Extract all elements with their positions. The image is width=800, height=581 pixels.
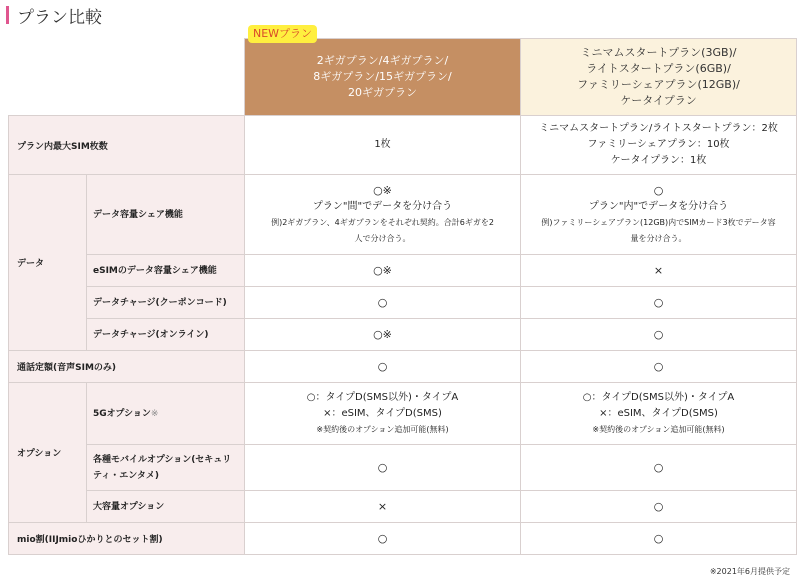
label-text: 5Gオプション [93, 408, 151, 419]
new-plan-value [245, 383, 521, 445]
row-label-mio: mio割(IIJmioひかりとのセット割) [9, 523, 245, 555]
old-plan-value: ○ [521, 445, 797, 491]
old-plan-value [521, 116, 797, 175]
label-line: 各種モバイルオプション(セキュリ [93, 454, 232, 465]
value-line: ×：eSIM、タイプD(SMS) [599, 407, 718, 419]
title-accent-bar [6, 6, 9, 24]
table-row [9, 319, 797, 351]
label-line: ティ・エンタメ) [93, 470, 160, 481]
value-line: ミニマムスタートプラン/ライトスタートプラン：2枚 [539, 123, 778, 134]
value-note: 例)2ギガプラン、4ギガプランをそれぞれ契約。合計6ギガを2 [271, 217, 494, 227]
row-label-mobile [87, 445, 245, 491]
old-plan-name: ミニマムスタートプラン(3GB)/ [580, 46, 737, 59]
new-plan-value: × [245, 491, 521, 523]
row-label-large: 大容量オプション [87, 491, 245, 523]
old-plan-value: ○ [521, 491, 797, 523]
value-line: ×：eSIM、タイプD(SMS) [323, 407, 442, 419]
old-plan-value [521, 175, 797, 255]
new-plan-value: ○※ [245, 255, 521, 287]
value-note: 例)ファミリーシェアプラン(12GB)内でSIMカード3枚でデータ容 [541, 217, 776, 227]
availability-mark: ○ [653, 183, 664, 197]
old-plan-value [521, 383, 797, 445]
new-plan-badge: NEWプラン [248, 25, 317, 43]
old-plan-name: ライトスタートプラン(6GB)/ [586, 62, 731, 75]
footnote: ※2021年6月提供予定 [709, 567, 790, 576]
header-empty-cell [9, 39, 245, 116]
value-line: ファミリーシェアプラン：10枚 [587, 139, 730, 150]
table-row [9, 175, 797, 255]
page-title: プラン比較 [17, 7, 102, 28]
table-row [9, 255, 797, 287]
new-plan-value: ○ [245, 445, 521, 491]
new-plan-header [245, 27, 521, 116]
row-label-sim: プラン内最大SIM枚数 [9, 116, 245, 175]
new-plan-name: 20ギガプラン [348, 86, 417, 99]
value-line: ○：タイプD(SMS以外)・タイプA [582, 391, 735, 403]
old-plan-value: × [521, 255, 797, 287]
old-plan-value: ○ [521, 523, 797, 555]
old-plan-value: ○ [521, 351, 797, 383]
row-label-share: データ容量シェア機能 [87, 175, 245, 255]
table-row [9, 523, 797, 555]
row-label-5g [87, 383, 245, 445]
value-note: ※契約後のオプション追加可能(無料) [592, 424, 725, 434]
new-plan-value: ○ [245, 523, 521, 555]
row-label-online: データチャージ(オンライン) [87, 319, 245, 351]
note-mark: ※ [150, 408, 159, 419]
table-row [9, 491, 797, 523]
value-note: ※契約後のオプション追加可能(無料) [316, 424, 449, 434]
group-label-data: データ [9, 175, 87, 351]
old-plan-value: ○ [521, 319, 797, 351]
value-note: 量を分け合う。 [630, 233, 687, 243]
new-plan-name: 8ギガプラン/15ギガプラン/ [313, 70, 452, 83]
table-row [9, 116, 797, 175]
row-label-esim: eSIMのデータ容量シェア機能 [87, 255, 245, 287]
new-plan-value: 1枚 [245, 116, 521, 175]
value-line: プラン"間"でデータを分け合う [312, 200, 453, 212]
row-label-call: 通話定額(音声SIMのみ) [9, 351, 245, 383]
new-plan-value: ○ [245, 351, 521, 383]
table-header-row [9, 39, 797, 116]
old-plan-header [521, 39, 797, 116]
value-line: ○：タイプD(SMS以外)・タイプA [306, 391, 459, 403]
group-label-option: オプション [9, 383, 87, 523]
old-plan-name: ファミリーシェアプラン(12GB)/ [577, 78, 740, 91]
row-label-coupon: データチャージ(クーポンコード) [87, 287, 245, 319]
table-row [9, 287, 797, 319]
new-plan-name: 2ギガプラン/4ギガプラン/ [316, 54, 449, 67]
table-row [9, 445, 797, 491]
value-line: ケータイプラン：1枚 [610, 155, 707, 166]
old-plan-value: ○ [521, 287, 797, 319]
table-row [9, 383, 797, 445]
table-row [9, 351, 797, 383]
new-plan-value: ○ [245, 287, 521, 319]
old-plan-name: ケータイプラン [620, 94, 697, 107]
plan-comparison-table [8, 27, 797, 555]
new-plan-value [245, 175, 521, 255]
value-line: プラン"内"でデータを分け合う [588, 200, 729, 212]
availability-mark: ○※ [373, 183, 392, 197]
value-note: 人で分け合う。 [354, 233, 411, 243]
section-title [6, 4, 102, 26]
new-plan-value: ○※ [245, 319, 521, 351]
